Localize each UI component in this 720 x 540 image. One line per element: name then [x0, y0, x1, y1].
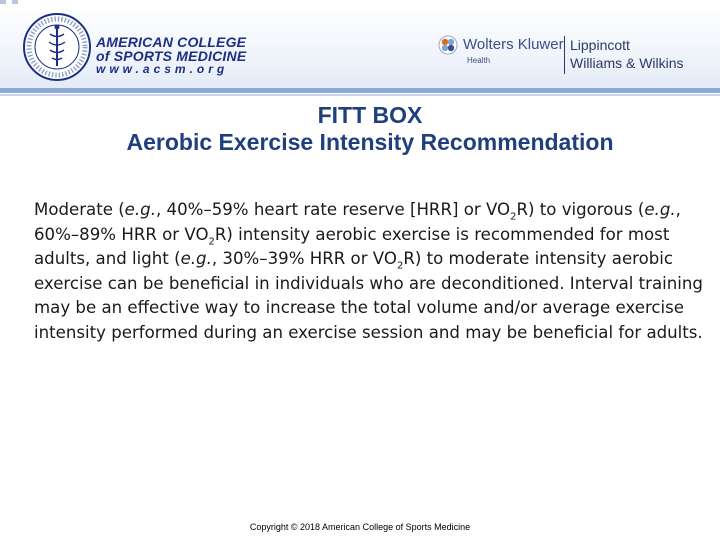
acsm-seal-logo	[22, 12, 92, 82]
body-text-1: Moderate (	[34, 200, 125, 219]
body-text-5: R) intensity aerobic exercise is recommended for most adults, and light (	[34, 224, 670, 269]
slide-title	[0, 102, 720, 156]
vo2-subscript-3: 2	[396, 260, 404, 272]
publisher-divider	[564, 36, 565, 74]
header-divider	[0, 88, 720, 93]
vo2-subscript-2: 2	[208, 235, 215, 247]
body-text-2: , 40%–59% heart rate reserve [HRR] or VO	[155, 200, 511, 219]
slide-header	[0, 0, 720, 100]
lww-imprint	[570, 36, 710, 72]
title-line-2: Aerobic Exercise Intensity Recommendation	[126, 129, 614, 155]
wolters-kluwer-logo-icon	[438, 35, 458, 55]
eg-italic-1: e.g.	[124, 200, 156, 219]
eg-italic-3: e.g.	[180, 249, 212, 269]
body-paragraph	[34, 198, 704, 346]
body-text-7: R) to moderate intensity aerobic exercise can be beneficial in individuals who are deconditioned. Interval training may be an effective way to increase the total volume and/or average exercise intensity performed during an exercise session and may be beneficial for adults.	[34, 249, 703, 342]
wolters-kluwer-name: Wolters Kluwer	[463, 36, 564, 53]
acsm-line2: of SPORTS MEDICINE	[96, 48, 247, 64]
vo2-subscript-1: 2	[510, 211, 517, 223]
eg-italic-2: e.g.	[644, 200, 676, 219]
title-line-1: FITT BOX	[317, 102, 423, 128]
acsm-wordmark	[96, 35, 256, 63]
body-text-6: , 30%–39% HRR or VO	[211, 249, 397, 269]
acsm-line1: AMERICAN COLLEGE	[96, 34, 247, 50]
wolters-kluwer-division: Health	[467, 56, 491, 65]
lww-line2: Williams & Wilkins	[570, 55, 684, 71]
header-divider-thin	[0, 94, 720, 96]
lww-line1: Lippincott	[570, 37, 630, 53]
acsm-url: www.acsm.org	[96, 62, 229, 76]
copyright-notice: Copyright © 2018 American College of Sports Medicine	[249, 522, 471, 532]
body-text-4: , 60%–89% HRR or VO	[34, 200, 681, 244]
body-text-3: R) to vigorous (	[516, 200, 645, 219]
